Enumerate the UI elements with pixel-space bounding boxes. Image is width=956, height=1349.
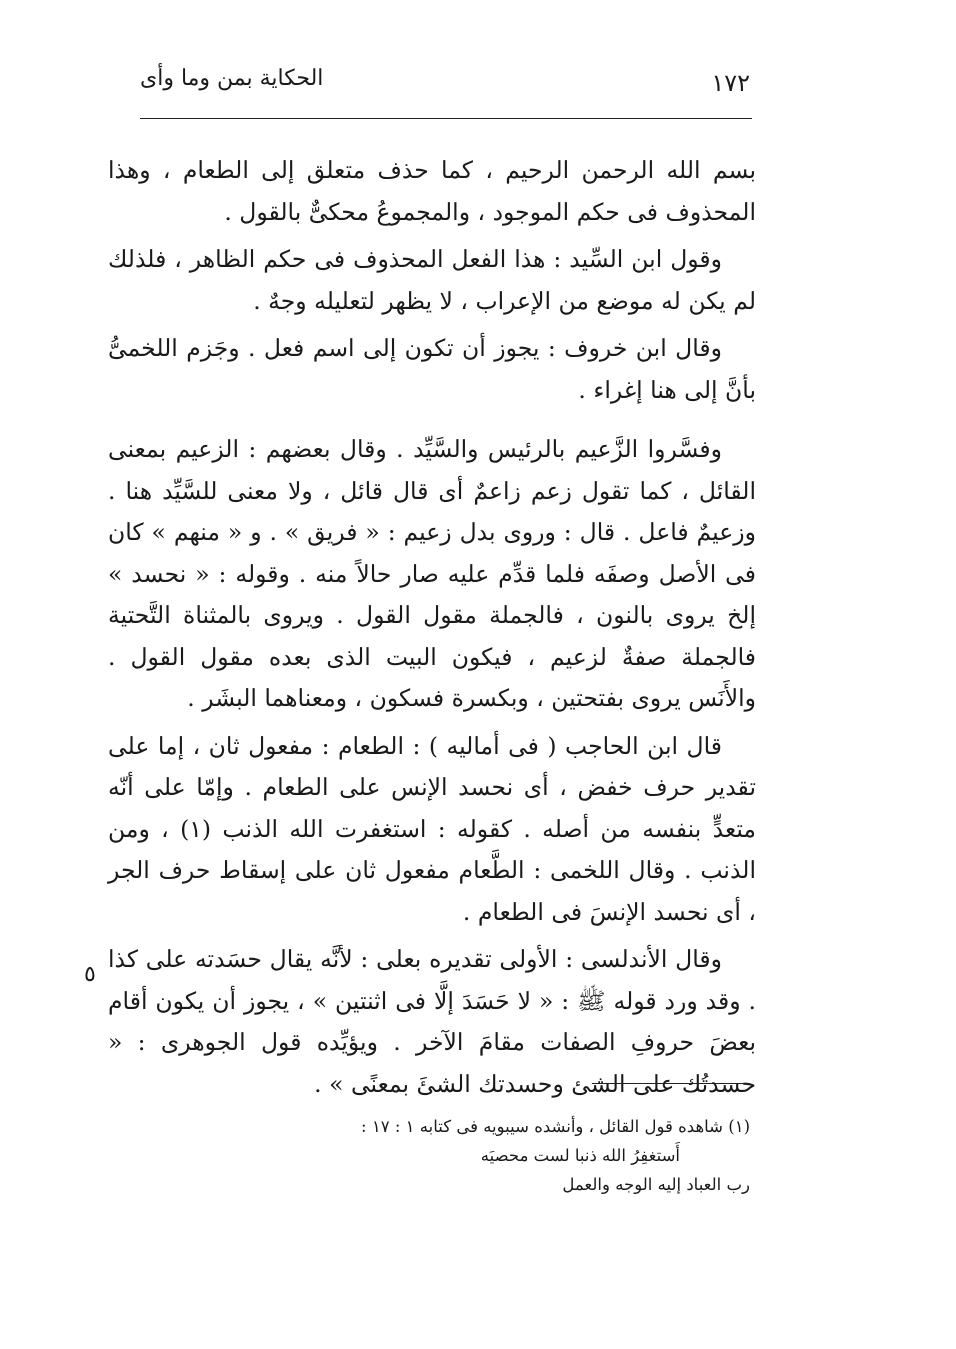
footnote-verse-line: رب العباد إليه الوجه والعمل [562,1175,750,1194]
footnote-text: (١) شاهده قول القائل ، وأنشده سيبويه فى كتابه ١ : ١٧ : [361,1117,750,1136]
page-header [140,58,750,110]
paragraph: وقول ابن السِّيد : هذا الفعل المحذوف فى حكم الظاهر ، فلذلك لم يكن له موضع من الإعراب ، لا يظهر لتعليله وجهٌ . [108,245,756,315]
paragraph: قال ابن الحاجب ( فى أماليه ) : الطعام : مفعول ثان ، إما على تقدير حرف خفض ، أى نحسد الإنس على الطعام . وإمّا على أنّه متعدٍّ بنفسه من أصله . كقوله : استغفرت الله الذنب (١) ، ومن الذنب . وقال اللخمى : الطَّعام مفعول ثان على إسقاط حرف الجر ، أى نحسد الإنسَ فى الطعام . [108,731,756,926]
paragraph: وقال ابن خروف : يجوز أن تكون إلى اسم فعل . وجَزم اللخمىُّ بأنَّ إلى هنا إغراء . [108,334,756,404]
line-number-marker: ٥ [84,962,96,987]
paragraph: بسم الله الرحمن الرحيم ، كما حذف متعلق إلى الطعام ، وهذا المحذوف فى حكم الموجود ، والمجموعُ محكىٌّ بالقول . [108,156,756,226]
header-divider [140,118,752,119]
footnote-verse-line: أَستغفِرُ الله ذنبا لست محصيَه [480,1146,680,1165]
main-text [108,150,756,1111]
footnotes [280,1112,750,1199]
paragraph: وقال الأندلسى : الأولى تقديره بعلى : لأنَّه يقال حسَدته على كذا . وقد ورد قوله ﷺ : « لا حَسَدَ إلَّا فى اثنتين » ، يجوز أن يكون أقام بعضَ حروفِ الصفات مقامَ الآخر . ويؤيِّده قول الجوهرى : « حسدتُك على الشئ وحسدتك الشئَ بمعنًى » . [108,945,756,1098]
footnote-divider [592,1083,750,1084]
running-title: الحكاية بمن وما وأى [140,66,324,91]
paragraph: وفسَّروا الزَّعيم بالرئيس والسَّيِّد . وقال بعضهم : الزعيم بمعنى القائل ، كما تقول زعم زاعمٌ أى قال قائل ، ولا معنى للسَّيِّد هنا . وزعيمٌ فاعل . قال : وروى بدل زعيم : « فريق » . و « منهم » كان فى الأصل وصفَه فلما قدِّم عليه صار حالاً منه . وقوله : « نحسد » إلخ يروى بالنون ، فالجملة مقول القول . ويروى بالمثناة التَّحتية فالجملة صفةٌ لزعيم ، فيكون البيت الذى بعده مقول القول . والأَنَس يروى بفتحتين ، وبكسرة فسكون ، ومعناهما البشَر . [108,435,756,712]
page-number: ١٧٢ [711,69,750,97]
